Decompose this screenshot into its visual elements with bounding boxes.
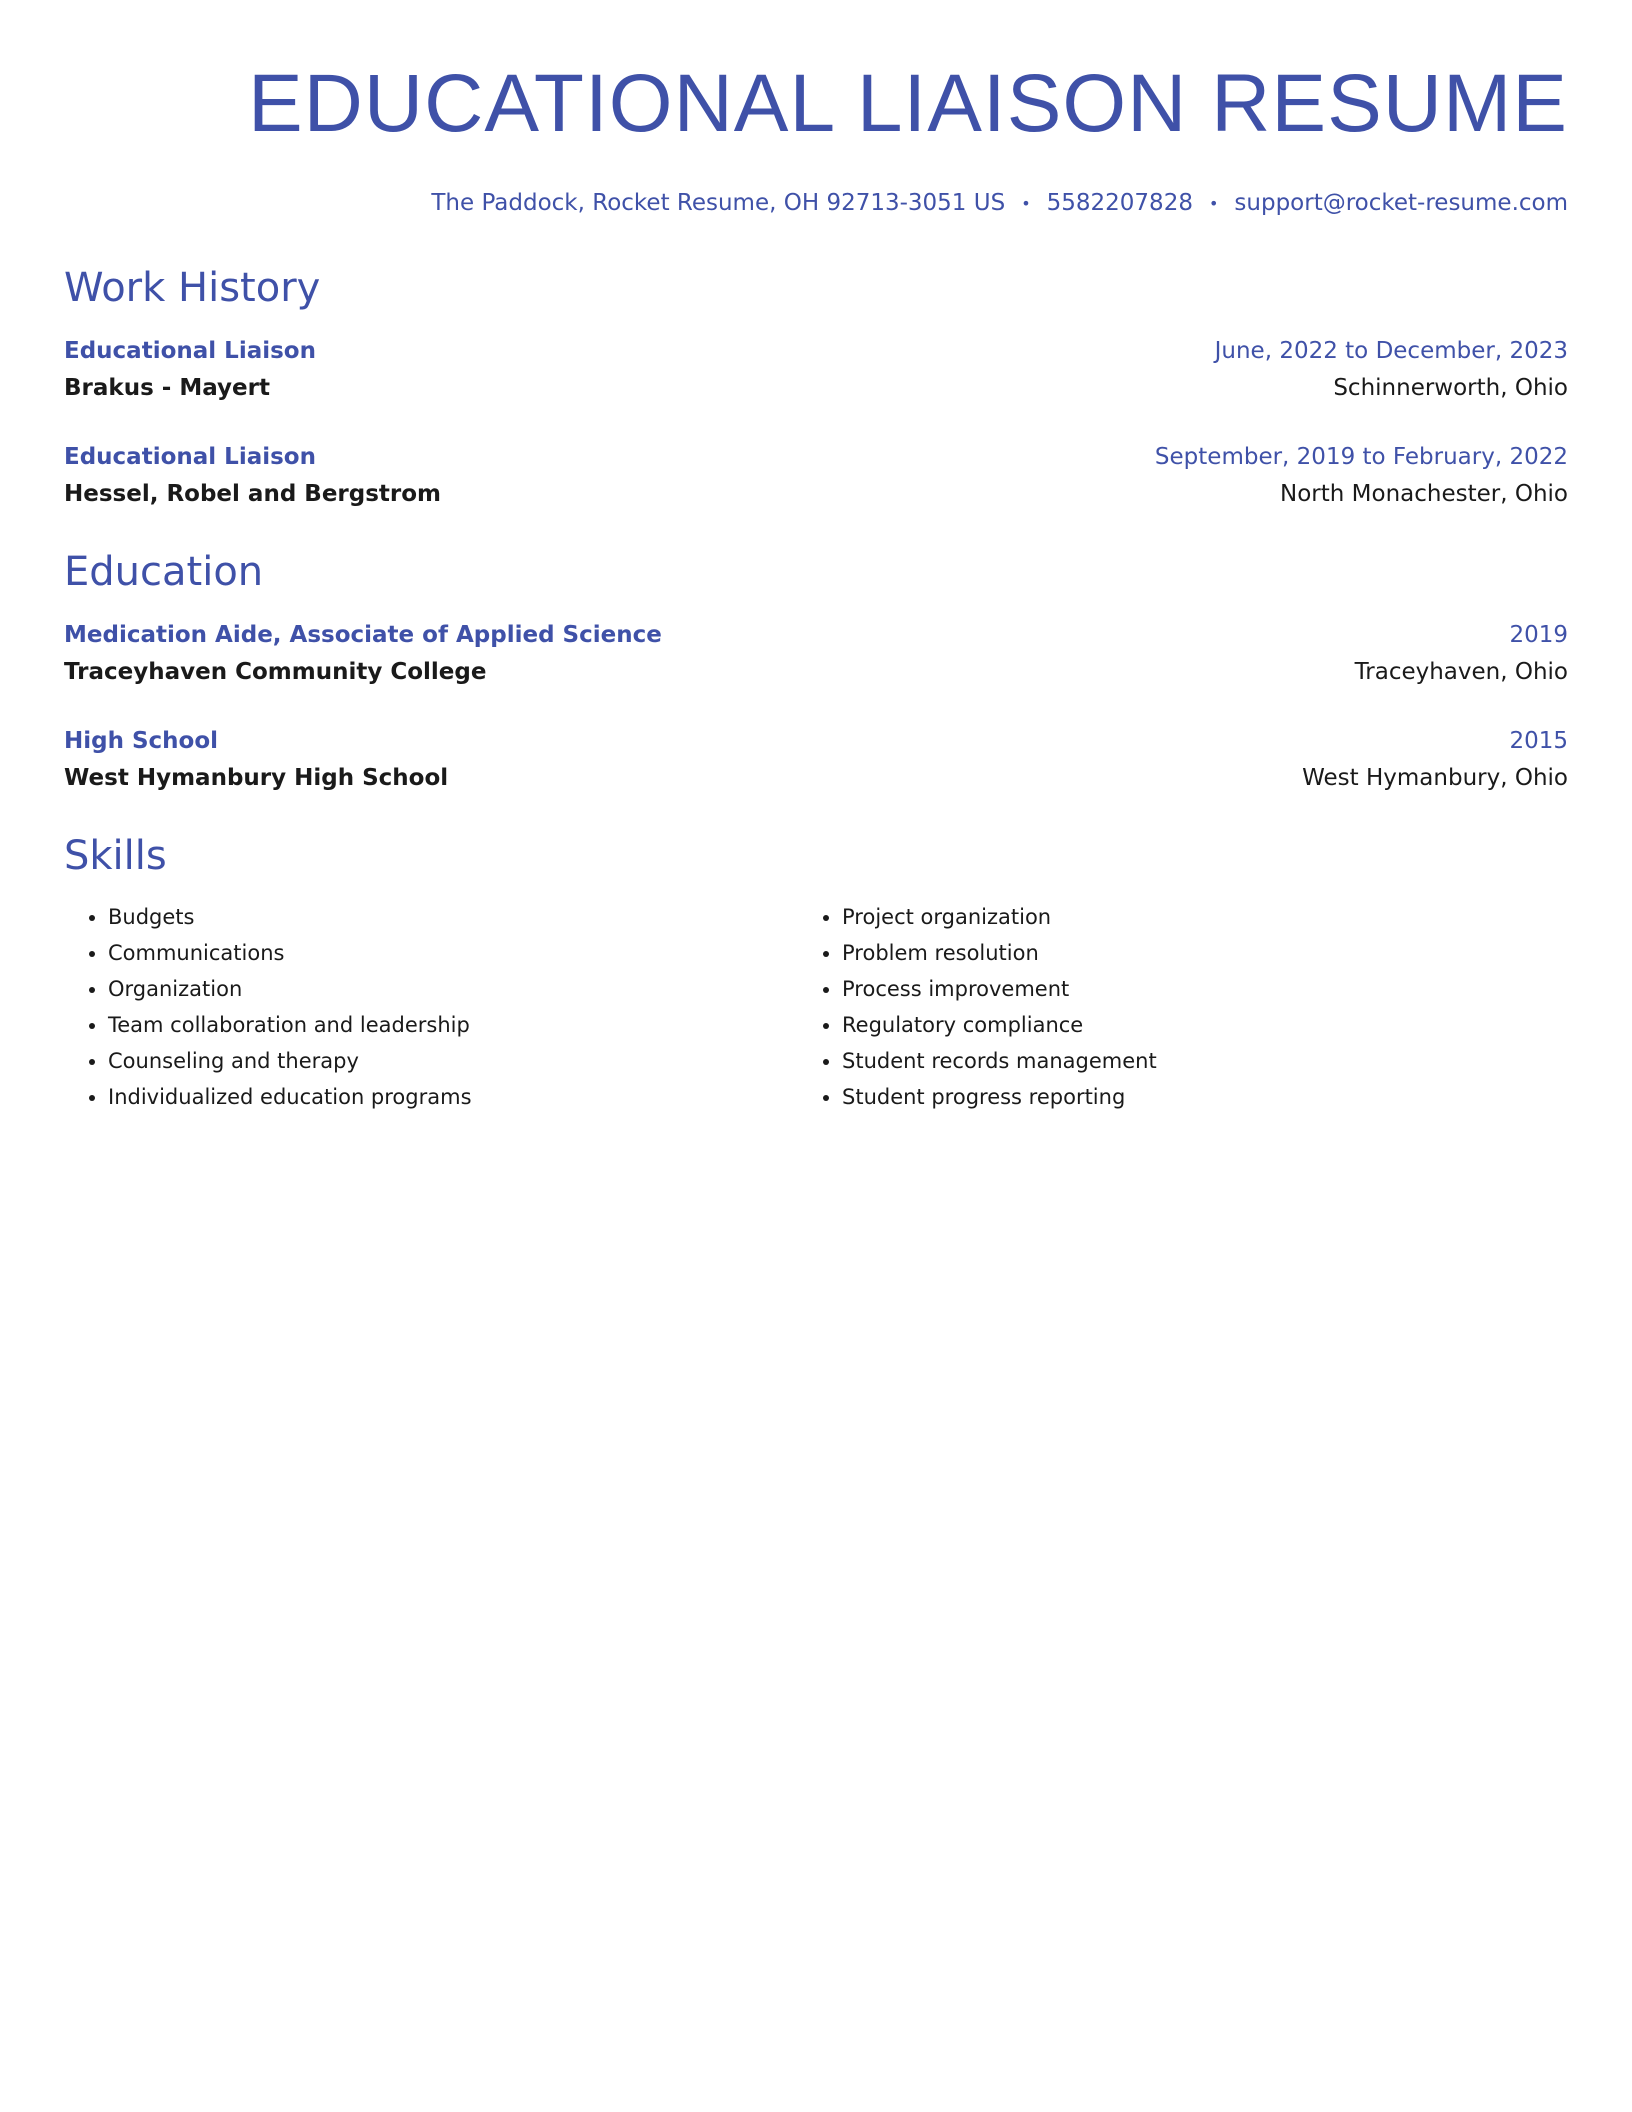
contact-email[interactable]: support@rocket-resume.com (1234, 190, 1568, 216)
skill-item: • Regulatory compliance (842, 1007, 1532, 1043)
skill-item: • Communications (108, 935, 798, 971)
school-name: Traceyhaven Community College (64, 658, 487, 685)
work-history-heading: Work History (64, 264, 321, 311)
work-entry-header (64, 439, 1568, 475)
job-dates: September, 2019 to February, 2022 (1154, 443, 1568, 470)
skill-item: • Student progress reporting (842, 1079, 1532, 1115)
skill-item: • Problem resolution (842, 935, 1532, 971)
resume-title: EDUCATIONAL LIAISON RESUME (247, 58, 1568, 149)
skills-grid (64, 899, 1568, 1115)
skill-item: • Budgets (108, 899, 798, 935)
skills-heading: Skills (64, 832, 167, 879)
contact-phone[interactable]: 5582207828 (1046, 190, 1193, 216)
work-history-section (64, 263, 1568, 513)
contact-separator: • (1208, 193, 1219, 213)
job-location: North Monachester, Ohio (1280, 480, 1568, 507)
skills-list-left (64, 899, 798, 1115)
skill-item: • Individualized education programs (108, 1079, 798, 1115)
job-title: Educational Liaison (64, 443, 316, 470)
education-entry (64, 617, 1568, 691)
education-entry-details (64, 759, 1568, 797)
job-dates: June, 2022 to December, 2023 (1214, 337, 1568, 364)
company-name: Brakus - Mayert (64, 374, 270, 401)
graduation-year: 2019 (1509, 621, 1568, 648)
job-title: Educational Liaison (64, 337, 316, 364)
skill-item: • Counseling and therapy (108, 1043, 798, 1079)
skill-item: • Process improvement (842, 971, 1532, 1007)
education-entry-header (64, 723, 1568, 759)
work-entry (64, 439, 1568, 513)
school-name: West Hymanbury High School (64, 764, 449, 791)
degree-name: High School (64, 727, 219, 754)
degree-name: Medication Aide, Associate of Applied Science (64, 621, 662, 648)
company-name: Hessel, Robel and Bergstrom (64, 480, 442, 507)
education-entry-header (64, 617, 1568, 653)
skills-list-right (798, 899, 1532, 1115)
education-entry-details (64, 653, 1568, 691)
contact-address: The Paddock, Rocket Resume, OH 92713-3051 US (431, 190, 1006, 216)
skill-item: • Student records management (842, 1043, 1532, 1079)
skill-item: • Organization (108, 971, 798, 1007)
skills-section (64, 831, 1568, 1115)
contact-line (64, 188, 1568, 219)
education-heading: Education (64, 548, 264, 595)
work-entry (64, 333, 1568, 407)
work-entry-header (64, 333, 1568, 369)
skill-item: • Project organization (842, 899, 1532, 935)
education-entry (64, 723, 1568, 797)
skill-item: • Team collaboration and leadership (108, 1007, 798, 1043)
contact-separator: • (1021, 193, 1031, 213)
work-entry-details (64, 475, 1568, 513)
job-location: Schinnerworth, Ohio (1333, 374, 1568, 401)
school-location: Traceyhaven, Ohio (1354, 658, 1568, 685)
graduation-year: 2015 (1509, 727, 1568, 754)
work-entry-details (64, 369, 1568, 407)
education-section (64, 547, 1568, 797)
school-location: West Hymanbury, Ohio (1302, 764, 1568, 791)
